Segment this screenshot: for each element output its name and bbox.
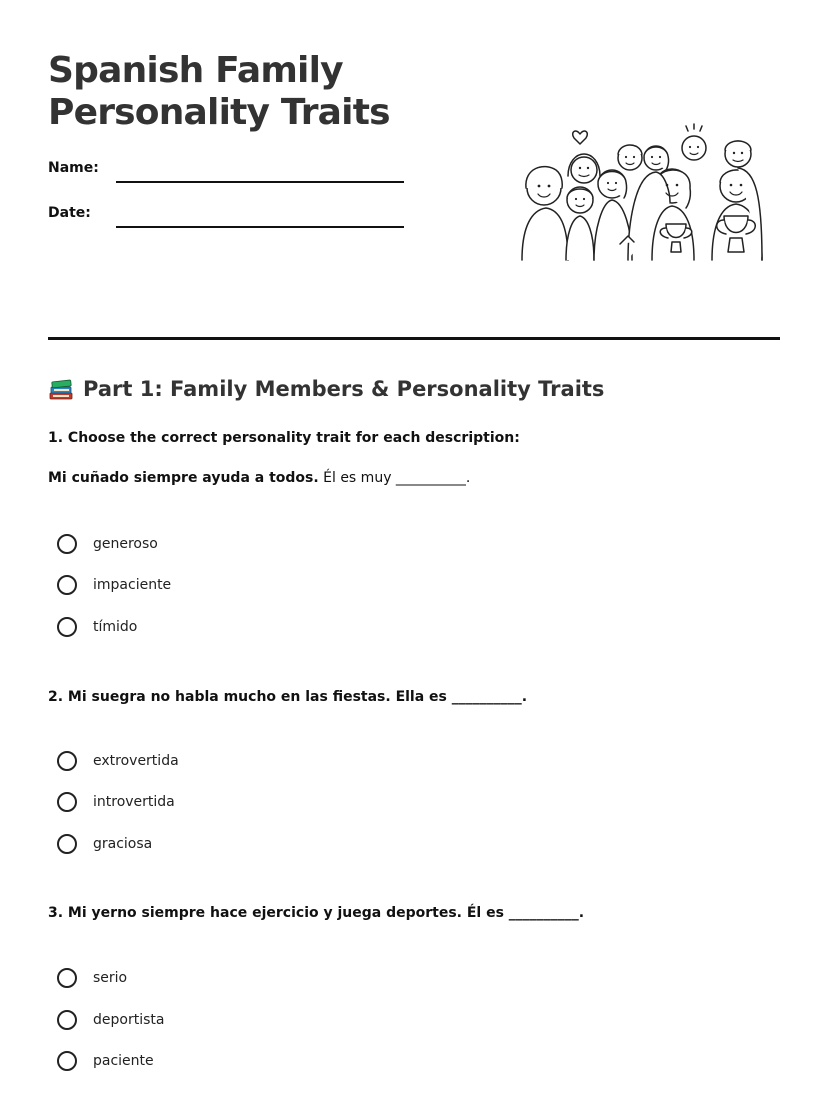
- radio-button[interactable]: [57, 617, 77, 637]
- question-1-option-2[interactable]: [57, 572, 171, 598]
- name-input-line[interactable]: [116, 181, 404, 183]
- option-label: tímido: [93, 619, 138, 635]
- radio-button[interactable]: [57, 534, 77, 554]
- option-label: graciosa: [93, 836, 153, 852]
- radio-button[interactable]: [57, 792, 77, 812]
- question-1-option-3[interactable]: [57, 614, 137, 640]
- option-label: serio: [93, 970, 128, 986]
- question-3-option-3[interactable]: [57, 1048, 154, 1074]
- question-1-prompt: Mi cuñado siempre ayuda a todos. Él es muy __________.: [48, 470, 471, 486]
- radio-button[interactable]: [57, 751, 77, 771]
- name-label: Name:: [48, 160, 99, 176]
- radio-button[interactable]: [57, 834, 77, 854]
- radio-button[interactable]: [57, 968, 77, 988]
- radio-button[interactable]: [57, 1010, 77, 1030]
- family-group-illustration: [516, 118, 778, 262]
- section-divider: [48, 337, 780, 340]
- date-label: Date:: [48, 205, 91, 221]
- question-2-option-2[interactable]: [57, 789, 175, 815]
- date-input-line[interactable]: [116, 226, 404, 228]
- option-label: impaciente: [93, 577, 172, 593]
- worksheet-title: Spanish Family Personality Traits: [48, 50, 390, 133]
- question-2-option-3[interactable]: [57, 831, 152, 857]
- question-2-option-1[interactable]: [57, 748, 179, 774]
- radio-button[interactable]: [57, 575, 77, 595]
- radio-button[interactable]: [57, 1051, 77, 1071]
- question-3-option-2[interactable]: [57, 1007, 164, 1033]
- option-label: deportista: [93, 1012, 165, 1028]
- section-heading-part-1: [48, 374, 604, 404]
- option-label: generoso: [93, 536, 158, 552]
- question-1-option-1[interactable]: [57, 531, 158, 557]
- question-3-option-1[interactable]: [57, 965, 127, 991]
- option-label: introvertida: [93, 794, 175, 810]
- question-2-prompt: 2. Mi suegra no habla mucho en las fiestas. Ella es __________.: [48, 689, 528, 705]
- option-label: paciente: [93, 1053, 154, 1069]
- question-3-prompt: 3. Mi yerno siempre hace ejercicio y juega deportes. Él es __________.: [48, 905, 585, 921]
- section-heading-text: Part 1: Family Members & Personality Traits: [83, 377, 605, 401]
- option-label: extrovertida: [93, 753, 179, 769]
- books-icon: [48, 377, 74, 401]
- instruction-text: 1. Choose the correct personality trait for each description:: [48, 430, 520, 446]
